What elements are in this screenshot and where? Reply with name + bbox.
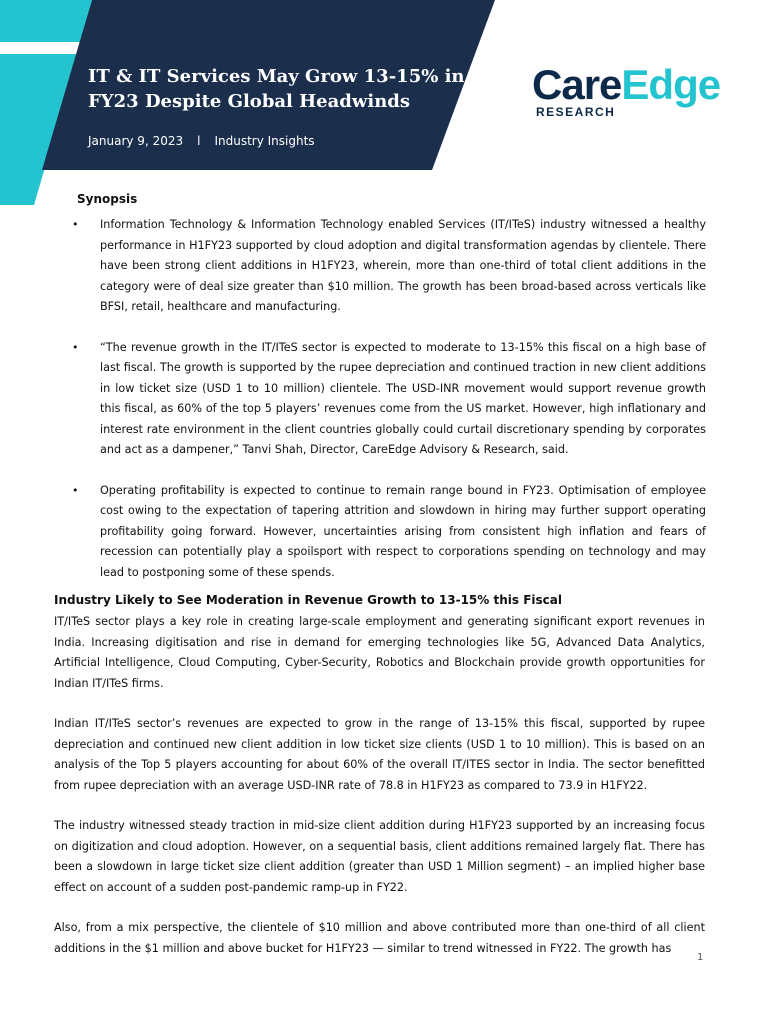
logo-subtitle: RESEARCH (536, 105, 616, 119)
synopsis-heading: Synopsis (77, 192, 138, 206)
teal-accent-top (0, 0, 92, 42)
page-title: IT & IT Services May Grow 13-15% in FY23 Despite Global Headwinds (88, 66, 465, 112)
header-meta (88, 134, 315, 148)
synopsis-item: • Information Technology & Information Technology enabled Services (IT/ITeS) industry witnessed a healthy performance in H1FY23 supported by cloud adoption and digital transformation agendas by clientele. There have been strong client additions in H1FY23, wherein, more than one-third of total client additions in the category were of deal size greater than $10 million. The growth has been broad-based across verticals like BFSI, retail, healthcare and manufacturing. (70, 215, 706, 318)
meta-separator: l (197, 134, 201, 148)
category-label: Industry Insights (214, 134, 315, 148)
bullet-icon: • (72, 340, 79, 354)
logo-wordmark: CareEdge (532, 61, 721, 108)
header-banner (0, 0, 768, 205)
body-paragraph: IT/ITeS sector plays a key role in creating large-scale employment and generating significant export revenues in India. Increasing digitisation and rise in demand for emerging technologies like 5G, Advanced Data Analytics, Artificial Intelligence, Cloud Computing, Cyber-Security, Robotics and Blockchain provide growth opportunities for Indian IT/ITeS firms. (54, 615, 705, 690)
publish-date: January 9, 2023 (88, 134, 184, 148)
body-paragraph: Also, from a mix perspective, the clientele of $10 million and above contributed more than one-third of all client additions in the $1 million and above bucket for H1FY23 — similar to trend witnessed in FY22. The growth has (54, 921, 705, 955)
careedge-logo (532, 61, 742, 124)
bullet-icon: • (72, 483, 79, 497)
section-heading: Industry Likely to See Moderation in Revenue Growth to 13-15% this Fiscal (54, 593, 562, 607)
synopsis-list (70, 215, 706, 603)
body-paragraph: Indian IT/ITeS sector’s revenues are expected to grow in the range of 13-15% this fiscal, supported by rupee depreciation and continued new client addition in low ticket size clients (USD 1 to 10 million). This is based on an analysis of the Top 5 players accounting for about 60% of the overall IT/ITES sector in India. The sector benefitted from rupee depreciation with an average USD-INR rate of 78.8 in H1FY23 as compared to 73.9 in H1FY22. (54, 717, 705, 792)
synopsis-item: • “The revenue growth in the IT/ITeS sector is expected to moderate to 13-15% this fiscal on a high base of last fiscal. The growth is supported by the rupee depreciation and continued traction in new client additions in low ticket size (USD 1 to 10 million) clientele. The USD-INR movement would support revenue growth this fiscal, as 60% of the top 5 players’ revenues come from the US market. However, high inflationary and interest rate environment in the client countries globally could curtail discretionary spending by corporates and act as a dampener,” Tanvi Shah, Director, CareEdge Advisory & Research, said. (70, 338, 706, 461)
synopsis-item: • Operating profitability is expected to continue to remain range bound in FY23. Optimisation of employee cost owing to the expectation of tapering attrition and slowdown in hiring may further support operating profitability going forward. However, uncertainties arising from consistent high inflation and fears of recession can potentially play a spoilsport with respect to corporations spending on technology and may lead to postponing some of these spends. (70, 481, 706, 584)
page-number: 1 (697, 952, 704, 963)
body-paragraph: The industry witnessed steady traction in mid-size client addition during H1FY23 supported by an increasing focus on digitization and cloud adoption. However, on a sequential basis, client additions remained largely flat. There has been a slowdown in large ticket size client addition (greater than USD 1 Million segment) – an implied higher base effect on account of a sudden post-pandemic ramp-up in FY22. (54, 819, 705, 894)
section-body (54, 612, 705, 979)
bullet-icon: • (72, 218, 79, 231)
